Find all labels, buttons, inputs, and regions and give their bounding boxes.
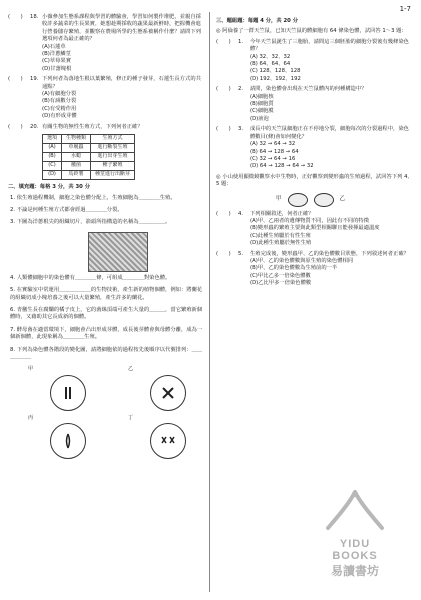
question-text: 有關生物的無性生殖方式，下列何者正確？ [42, 123, 143, 130]
table-row [43, 144, 135, 153]
option: (C)細胞膜 [250, 108, 274, 115]
cell-icon [50, 375, 86, 411]
table-row [43, 171, 135, 180]
fill-question: 8. 下列為染色體各階段的變化圖，請將細胞依的過程按先後順序以代號排列：＿＿＿＿＿＿ [10, 346, 203, 360]
option: (D)液泡 [250, 115, 269, 122]
chromosome-diagram [28, 366, 206, 459]
question-number: 18. [30, 14, 39, 20]
option: (A) 32 → 64 → 32 [250, 141, 296, 148]
fill-question: 2. 不論是何種生殖方式都會經過＿＿＿＿分裂。 [10, 206, 123, 213]
fill-question: 7. 酵母菌在適當環境下，細胞會凸出形成芽體，成長後芽體會與母體分離，成為一個新個體，此現象稱為＿＿＿＿生殖。 [10, 326, 203, 341]
answer-slot[interactable]: ( ) [216, 210, 231, 217]
question-text: 下列何者為落地生根以葉繁殖，修正的種子發芽，石蓮生長方式的共通點？ [42, 76, 201, 90]
answer-slot[interactable]: ( ) [216, 126, 231, 133]
option: (A)有細胞分裂 [42, 91, 77, 98]
answer-slot[interactable]: ( ) [216, 250, 231, 257]
group2-intro: ◎ 小山使用顯微鏡觀察水中生物時，正好觀察到變形蟲的生殖過程，試回答下列 4、5 題： [216, 173, 413, 188]
option: (C)此種生殖屬於有性生殖 [250, 232, 311, 239]
option: (B)變形蟲的繁殖主要與此類型相關聯且能發揮最適溫度 [250, 225, 380, 232]
table-header: 生殖方式 [91, 135, 135, 144]
amoeba-diagram [276, 193, 414, 207]
option: (D)乙比甲多一倍染色體數 [250, 280, 312, 287]
section-title-fill: 二、填充題：每格 3 分，共 30 分 [8, 184, 90, 191]
group-question-3 [216, 126, 414, 170]
left-column [8, 14, 206, 459]
fill-question: 3. 下圖為洋蔥根尖的組織切片，箭頭所指構造的名稱為＿＿＿＿＿。 [10, 219, 171, 226]
group-question-1 [216, 39, 414, 83]
logo-text-cn: 易讀書坊 [330, 564, 379, 578]
option: (A)石蓮草 [42, 43, 66, 50]
question-text: 小薇參加生態系課程與學習的體驗會，學習如何製作堆肥，並親自採收許多蔬菜的生長果實，她想趁期採收的蔬果最新鮮時，把握機會進行營養儲存繁殖，並觀察在農場所學的生態系被稱作什麼？請問下列選項何者為最正確的？ [42, 14, 201, 43]
question-text: 今年天竺鼠誕生了三胞胎，請問這三個胚胎的細胞分裂後有幾條染色體？ [250, 38, 409, 53]
option: (D)此種生殖屬於無性生殖 [250, 240, 312, 247]
onion-root-tip-image [88, 232, 148, 272]
question-20 [8, 124, 206, 131]
question-19 [8, 76, 206, 120]
table-cell: 草履蟲 [62, 144, 91, 153]
fill-question: 1. 依生殖過程機制，細胞之染色體分配上，生殖細胞為＿＿＿＿生殖。 [10, 194, 176, 201]
option: (B)有減數分裂 [42, 98, 77, 105]
cell-icon [150, 375, 186, 411]
question-number: 3. [238, 126, 244, 133]
table-header-row [43, 135, 135, 144]
cell-stage [128, 415, 208, 459]
answer-slot[interactable]: ( ) [8, 14, 23, 20]
question-number: 19. [30, 76, 39, 83]
option: (B) 64、64、64 [250, 61, 291, 68]
cell-stage [28, 415, 108, 459]
question-number: 20. [30, 123, 39, 130]
option: (C)草莓果實 [42, 58, 72, 65]
cell-stage [128, 366, 208, 410]
question-text: 生殖完成後，變形蟲甲、乙的染色體數目狀態，下列敘述何者正確？ [250, 250, 409, 257]
question-text: 下列相關敘述，何者正確？ [250, 210, 314, 217]
option: (D)甘藷塊根 [42, 65, 72, 72]
section-title-group: 三、題組題：每題 4 分，共 20 分 [216, 18, 298, 24]
option: (C) 32 → 64 → 16 [250, 155, 296, 162]
reproduction-table [42, 134, 135, 180]
cell-stage [28, 366, 108, 410]
group-question-4 [216, 211, 414, 248]
cell-icon [150, 423, 186, 459]
option: (C) 128、128、128 [250, 68, 301, 75]
table-cell: (D) [43, 171, 62, 180]
question-number: 5. [238, 250, 244, 257]
answer-slot[interactable]: ( ) [8, 123, 23, 130]
right-column [216, 14, 414, 291]
group-question-5 [216, 251, 414, 288]
table-header: 生物種類 [62, 135, 91, 144]
table-cell: (A) [43, 144, 62, 153]
table-cell: (C) [43, 162, 62, 171]
table-row [43, 162, 135, 171]
question-number: 2. [238, 86, 244, 93]
cell-label: 丙 [28, 414, 34, 421]
group1-intro: ◎ 阿倫養了一群天竺鼠，已知天竺鼠的體細胞有 64 條染色體，試回答 1～3 題： [216, 28, 407, 35]
option: (B) 64 → 128 → 64 [250, 148, 299, 155]
logo-text: BOOKS [332, 550, 378, 562]
column-divider [209, 12, 210, 592]
amoeba-icon [288, 193, 308, 207]
table-header: 選項 [43, 135, 62, 144]
question-number: 1. [238, 38, 244, 45]
amoeba-label: 甲 [276, 195, 282, 202]
logo-text: YIDU [339, 538, 371, 550]
cell-label: 丁 [128, 414, 134, 421]
option: (A) 32、32、32 [250, 53, 291, 60]
yidu-books-watermark [300, 488, 410, 592]
table-cell: (B) [43, 153, 62, 162]
logo-figure-icon [300, 488, 410, 534]
question-text: 成長中的天竺鼠細胞正在不停地分裂，細胞每次的分裂過程中，染色體數目(條)會如何變化？ [250, 126, 409, 140]
question-number: 4. [238, 210, 244, 217]
table-cell: 水螅 [62, 153, 91, 162]
table-cell: 黴菌 [62, 162, 91, 171]
option: (B)細胞質 [250, 101, 274, 108]
option: (A)甲、乙的染色體數與原生殖的染色體相同 [250, 257, 354, 264]
table-cell: 種莖進行出斷芽 [91, 171, 135, 180]
option: (B)洋蔥鱗莖 [42, 51, 71, 58]
answer-slot[interactable]: ( ) [216, 38, 231, 45]
table-row [43, 153, 135, 162]
group-question-2 [216, 86, 414, 123]
answer-slot[interactable]: ( ) [216, 86, 231, 93]
fill-question: 6. 青黴生長在腐爛的橘子皮上，它的菌絲頂端可產生大量的＿＿＿，當它繁殖新個體時，又藉助其它長成新的個體。 [10, 306, 203, 321]
page-number: 1-7 [399, 5, 411, 13]
cell-label: 甲 [28, 366, 34, 373]
option: (B)甲、乙的染色體數為生殖前的一半 [250, 265, 338, 272]
question-text: 請問，染色體會出現在天竺鼠體內的何種構造中？ [250, 86, 367, 93]
option: (C)甲比乙多一倍染色體數 [250, 272, 311, 279]
amoeba-icon [314, 193, 334, 207]
cell-label: 乙 [128, 366, 134, 373]
option: (C)有受精作用 [42, 105, 77, 112]
amoeba-label: 乙 [339, 195, 346, 202]
table-cell: 種子繁殖 [91, 162, 135, 171]
table-cell: 進行出芽生殖 [91, 153, 135, 162]
fill-question: 5. 在實驗室中常運用＿＿＿＿＿＿的生物技術，產生新的植物個體，例如：將蘭花的組織切成小塊培養之後可以大量繁殖，產生許多的蘭花。 [10, 287, 203, 301]
question-18 [8, 14, 206, 73]
table-cell: 馬鈴薯 [62, 171, 91, 180]
fill-question: 4. 人類體細胞中的染色體有＿＿＿＿條，可組成＿＿＿＿對染色體。 [10, 274, 171, 281]
answer-slot[interactable]: ( ) [8, 76, 23, 83]
option: (D) 192、192、192 [250, 75, 301, 82]
option: (D)有形成芽體 [42, 113, 77, 120]
option: (A)甲、乙兩者的遺傳物質不同，因此有不同的特徵 [250, 217, 369, 224]
table-cell: 進行斷裂生殖 [91, 144, 135, 153]
option: (A)細胞核 [250, 93, 274, 100]
cell-icon [50, 423, 86, 459]
option: (D) 64 → 128 → 64 → 32 [250, 163, 314, 170]
